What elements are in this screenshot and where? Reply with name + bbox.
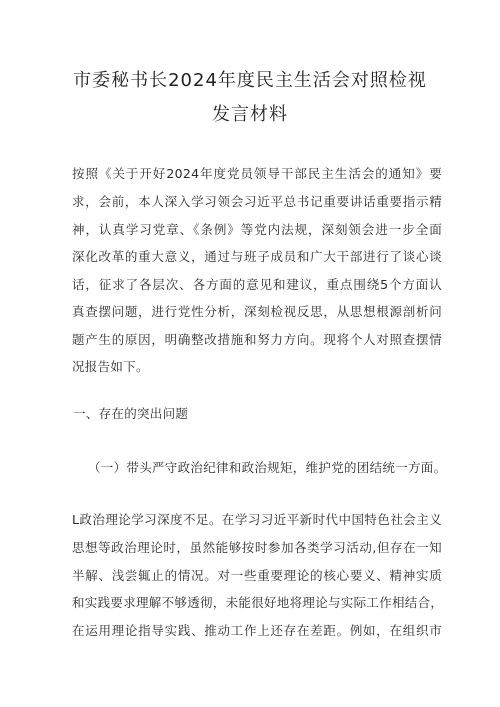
intro-line: 求，会前，本人深入学习领会习近平总书记重要讲话重要指示精 <box>72 194 442 209</box>
body-line: L政治理论学习深度不足。在学习习近平新时代中国特色社会主义 <box>72 512 442 527</box>
body-line: 思想等政治理论时，虽然能够按时参加各类学习活动,但存在一知 <box>72 540 442 555</box>
intro-line: 深化改革的重大意义，通过与班子成员和广大干部进行了谈心谈 <box>72 249 442 264</box>
subsection-heading: （一）带头严守政治纪律和政治规矩，维护党的团结统一方面。 <box>88 460 447 475</box>
intro-line: 况报告如下。 <box>72 359 149 374</box>
intro-line: 话，征求了各层次、各方面的意见和建议，重点围绕5个方面认 <box>72 277 442 292</box>
section-heading: 一、存在的突出问题 <box>73 406 189 421</box>
body-line: 半解、浅尝辄止的情况。对一些重要理论的核心要义、精神实质 <box>72 568 442 583</box>
body-line: 在运用理论指导实践、推动工作上还存在差距。例如，在组织市 <box>72 623 442 638</box>
intro-line: 按照《关于开好2024年度党员领导干部民主生活会的通知》要 <box>72 166 442 181</box>
document-title-line-1: 市委秘书长2024年度民主生活会对照检视 <box>73 70 427 91</box>
body-line: 和实践要求理解不够透彻，未能很好地将理论与实际工作相结合， <box>72 595 444 610</box>
intro-line: 真查摆问题，进行党性分析，深刻检视反思，从思想根源剖析问 <box>72 304 442 319</box>
document-title-line-2: 发言材料 <box>212 104 288 125</box>
intro-line: 题产生的原因，明确整改措施和努力方向。现将个人对照查摆情 <box>72 332 442 347</box>
intro-line: 神，认真学习党章、《条例》等党内法规，深刻领会进一步全面 <box>72 222 442 237</box>
